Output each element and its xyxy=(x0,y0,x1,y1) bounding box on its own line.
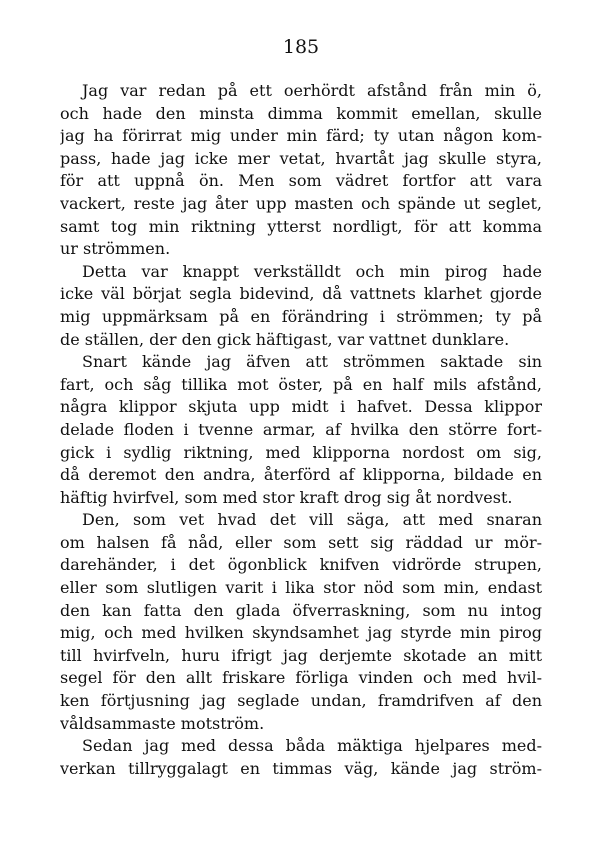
text-line: mig uppmärksam på en förändring i strömmen; ty på xyxy=(60,306,542,326)
text-line: Snart kände jag äfven att strömmen saktade sin xyxy=(82,352,542,372)
text-line: vackert, reste jag åter upp masten och spände ut seglet, xyxy=(60,193,542,213)
text-line: verkan tillryggalagt en timmas väg, kände jag ström- xyxy=(60,758,542,778)
text-line: delade floden i tvenne armar, af hvilka den större fort- xyxy=(60,419,542,439)
text-line: häftig hvirfvel, som med stor kraft drog sig åt nordvest. xyxy=(60,487,513,507)
text-line: de ställen, der den gick häftigast, var vattnet dunklare. xyxy=(60,329,510,349)
text-line: ur strömmen. xyxy=(60,239,171,259)
text-line: och hade den minsta dimma kommit emellan, skulle xyxy=(60,103,542,123)
text-line: gick i sydlig riktning, med klipporna nordost om sig, xyxy=(60,442,542,462)
text-line: eller som slutligen varit i lika stor nöd som min, endast xyxy=(60,578,542,598)
text-line: icke väl börjat segla bidevind, då vattnets klarhet gjorde xyxy=(60,284,542,304)
paragraph-4 xyxy=(60,509,542,735)
text-line: Den, som vet hvad det vill säga, att med snaran xyxy=(82,510,542,530)
text-line: Detta var knappt verkställdt och min pirog hade xyxy=(82,261,542,281)
text-line: då deremot den andra, återförd af klipporna, bildade en xyxy=(60,465,542,485)
text-line: Jag var redan på ett oerhördt afstånd från min ö, xyxy=(82,81,542,100)
text-line: våldsammaste motström. xyxy=(60,713,265,733)
text-line: mig, och med hvilken skyndsamhet jag styrde min pirog xyxy=(60,623,542,643)
text-line: jag ha förirrat mig under min färd; ty utan någon kom- xyxy=(60,126,542,146)
text-line: darehänder, i det ögonblick knifven vidrörde strupen, xyxy=(60,555,542,575)
text-line: den kan fatta den glada öfverraskning, som nu intog xyxy=(60,600,542,620)
paragraph-3 xyxy=(60,351,542,509)
text-line: samt tog min riktning ytterst nordligt, för att komma xyxy=(60,216,542,236)
text-line: till hvirfveln, huru ifrigt jag derjemte skotade an mitt xyxy=(60,645,542,665)
text-line: fart, och såg tillika mot öster, på en half mils afstånd, xyxy=(60,374,542,394)
page-number-text: 185 xyxy=(282,36,320,58)
text-line: för att uppnå ön. Men som vädret fortfor att vara xyxy=(60,171,542,191)
text-line: pass, hade jag icke mer vetat, hvartåt jag skulle styra, xyxy=(60,148,542,168)
paragraph-1 xyxy=(60,80,542,261)
page-number xyxy=(60,36,542,58)
text-line: några klippor skjuta upp midt i hafvet. Dessa klippor xyxy=(60,397,542,417)
text-line: Sedan jag med dessa båda mäktiga hjelpares med- xyxy=(82,736,542,756)
text-line: om halsen få nåd, eller som sett sig räddad ur mör- xyxy=(60,532,542,552)
text-line: ken förtjusning jag seglade undan, framdrifven af den xyxy=(60,691,542,711)
paragraph-5 xyxy=(60,735,542,780)
text-line: segel för den allt friskare förliga vinden och med hvil- xyxy=(60,668,542,688)
book-page xyxy=(60,36,542,780)
paragraph-2 xyxy=(60,261,542,351)
